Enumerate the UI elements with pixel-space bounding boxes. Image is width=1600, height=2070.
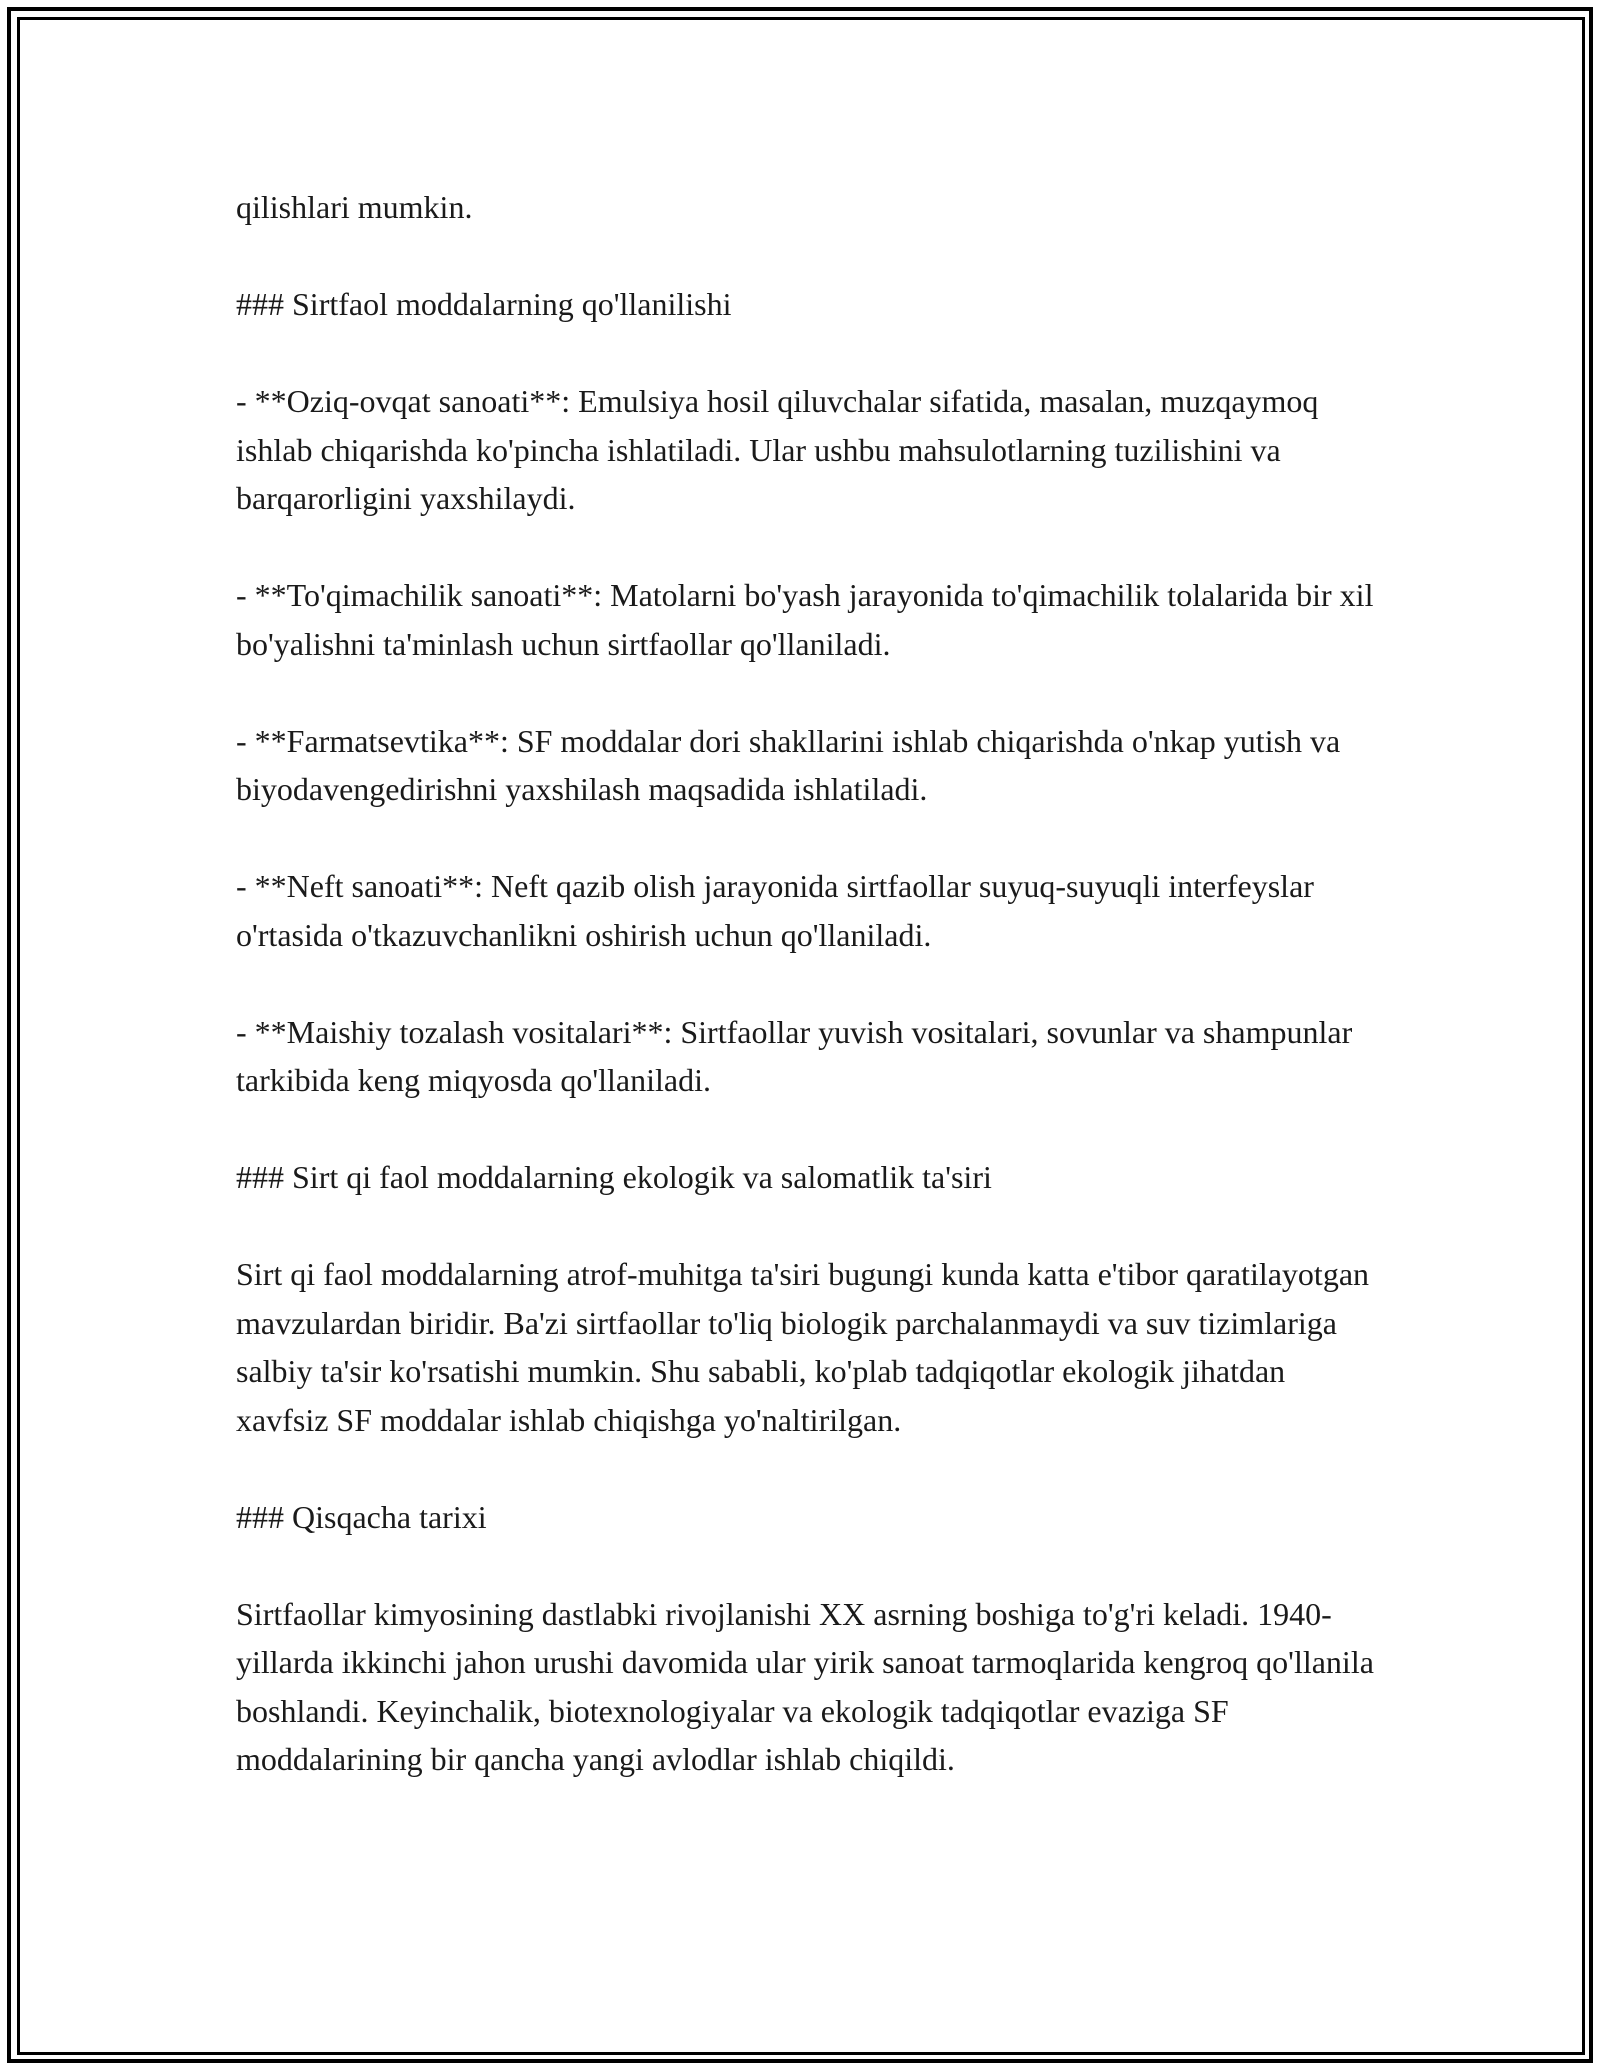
paragraph-history: Sirtfaollar kimyosining dastlabki rivojlanishi XX asrning boshiga to'g'ri keladi. 1940-yillarda ikkinchi jahon urushi davomida ular yirik sanoat tarmoqlarida kengroq qo'llanila boshlandi. Keyinchalik, biotexnologiyalar va ekologik tadqiqotlar evaziga SF moddalarining bir qancha yangi avlodlar ishlab chiqildi. [236,1595,1374,1777]
heading-applications: ### Sirtfaol moddalarning qo'llanilishi [236,286,732,322]
list-item-oil-industry: - **Neft sanoati**: Neft qazib olish jarayonida sirtfaollar suyuq-suyuqli interfeyslar o'rtasida o'tkazuvchanlikni oshirish uchun qo'llaniladi. [236,868,1314,953]
list-item-household-cleaning: - **Maishiy tozalash vositalari**: Sirtfaollar yuvish vositalari, sovunlar va shampunlar tarkibida keng miqyosda qo'llaniladi. [236,1013,1353,1098]
heading-history: ### Qisqacha tarixi [236,1498,487,1535]
list-item-food-industry: - **Oziq-ovqat sanoati**: Emulsiya hosil qiluvchalar sifatida, masalan, muzqaymoq ishlab chiqarishda ko'pincha ishlatiladi. Ular ushbu mahsulotlarning tuzilishini va barqarorligini yaxshilaydi. [236,383,1319,516]
heading-ecology-health: ### Sirt qi faol moddalarning ekologik va salomatlik ta'siri [236,1159,992,1195]
paragraph-ecology: Sirt qi faol moddalarning atrof-muhitga ta'siri bugungi kunda katta e'tibor qaratilayotgan mavzulardan biridir. Ba'zi sirtfaollar to'liq biologik parchalanmaydi va suv tizimlariga salbiy ta'sir ko'rsatishi mumkin. Shu sababli, ko'plab tadqiqotlar ekologik jihatdan xavfsiz SF moddalar ishlab chiqishga yo'naltirilgan. [236,1256,1370,1438]
paragraph-continuation: qilishlari mumkin. [236,189,473,225]
document-body [236,183,1376,1784]
list-item-pharmaceutics: - **Farmatsevtika**: SF moddalar dori shakllarini ishlab chiqarishda o'nkap yutish va biyodavengedirishni yaxshilash maqsadida ishlatiladi. [236,722,1341,807]
list-item-textile-industry: - **To'qimachilik sanoati**: Matolarni bo'yash jarayonida to'qimachilik tolalarida bir xil bo'yalishni ta'minlash uchun sirtfaollar qo'llaniladi. [236,577,1374,662]
